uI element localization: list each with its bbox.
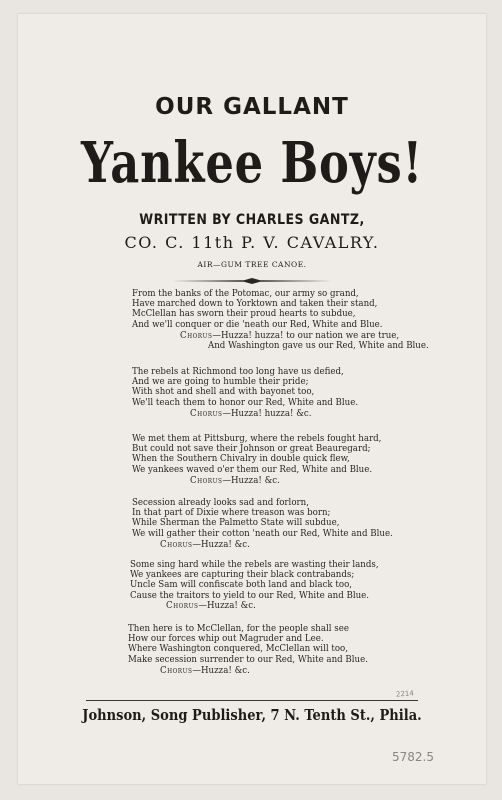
title-line-1: OUR GALLANT: [155, 94, 349, 120]
verse-line: And we'll conquer or die 'neath our Red, White and Blue.: [132, 319, 383, 330]
verse-line: Uncle Sam will confiscate both land and black too,: [130, 580, 353, 591]
verse-line: In that part of Dixie where treason was born;: [132, 508, 331, 519]
chorus-label: Chorus: [166, 600, 199, 611]
verse-line: How our forces whip out Magruder and Lee.: [128, 634, 324, 645]
verse-line: From the banks of the Potomac, our army so grand,: [132, 289, 359, 299]
stanza-2: [18, 367, 486, 419]
chorus-line: [166, 601, 473, 611]
chorus-text: —Huzza! &c.: [192, 665, 250, 676]
stanza-5: [18, 560, 486, 611]
verse-line: We yankees are capturing their black contrabands;: [130, 570, 355, 581]
chorus-label: Chorus: [190, 408, 223, 419]
verse-line: Where Washington conquered, McClellan will too,: [128, 644, 348, 655]
chorus-label: Chorus: [160, 539, 193, 550]
chorus-line: [180, 331, 474, 341]
broadside-sheet: [18, 14, 486, 784]
chorus-line: [190, 476, 474, 486]
pencil-annotation-small: 2214: [395, 689, 415, 699]
stanza-6: [18, 624, 486, 676]
chorus-text: —Huzza! &c.: [222, 475, 280, 486]
verse-line: Secession already looks sad and forlorn,: [132, 498, 309, 508]
verse-line: With shot and shell and with bayonet too,: [132, 387, 315, 398]
chorus-label: Chorus: [190, 475, 223, 486]
chorus-line: [160, 666, 473, 676]
verse-line: While Sherman the Palmetto State will subdue,: [132, 518, 340, 529]
chorus-line: And Washington gave us our Red, White and Blue.: [208, 341, 429, 352]
verse-line: The rebels at Richmond too long have us defied,: [132, 367, 344, 377]
verse-line: Cause the traitors to yield to our Red, White and Blue.: [130, 590, 370, 601]
verse-line: And we are going to humble their pride;: [132, 377, 309, 388]
chorus-text: —Huzza! huzza! &c.: [222, 408, 312, 419]
verse-line: Make secession surrender to our Red, White and Blue.: [128, 654, 368, 665]
chorus-text: —Huzza! huzza! to our nation we are true,: [212, 330, 400, 341]
publisher-line: Johnson, Song Publisher, 7 N. Tenth St., Phila.: [82, 707, 422, 724]
chorus-line: [190, 409, 474, 419]
publisher-rule: [86, 700, 418, 701]
chorus-label: Chorus: [180, 330, 213, 341]
verse-line: We met them at Pittsburg, where the rebels fought hard,: [132, 434, 382, 444]
chorus-label: Chorus: [160, 665, 193, 676]
title-line-2: Yankee Boys!: [80, 130, 424, 196]
chorus-text: —Huzza! &c.: [198, 600, 256, 611]
chorus-line: [160, 540, 473, 550]
verse-line: We yankees waved o'er them our Red, White and Blue.: [132, 464, 373, 475]
author-line: WRITTEN BY CHARLES GANTZ,: [139, 212, 365, 228]
verse-line: Have marched down to Yorktown and taken their stand,: [132, 299, 378, 310]
stanza-4: [18, 498, 486, 550]
pencil-catalog-number: 5782.5: [392, 750, 434, 764]
stanza-1: [18, 289, 486, 351]
verse-line: When the Southern Chivalry in double quick flew,: [132, 454, 350, 465]
verse-line: Then here is to McClellan, for the people shall see: [128, 624, 349, 634]
verse-line: Some sing hard while the rebels are wasting their lands,: [130, 560, 379, 570]
verse-line: We'll teach them to honor our Red, White and Blue.: [132, 397, 359, 408]
verse-line: But could not save their Johnson or great Beauregard;: [132, 444, 371, 455]
chorus-text: —Huzza! &c.: [192, 539, 250, 550]
verse-line: McClellan has sworn their proud hearts to subdue,: [132, 309, 356, 320]
stanza-3: [18, 434, 486, 486]
air-line: AIR—GUM TREE CANOE.: [197, 260, 307, 269]
ornament-divider-icon: [172, 277, 332, 285]
unit-line: CO. C. 11th P. V. CAVALRY.: [124, 233, 380, 252]
verse-line: We will gather their cotton 'neath our Red, White and Blue.: [132, 528, 393, 539]
